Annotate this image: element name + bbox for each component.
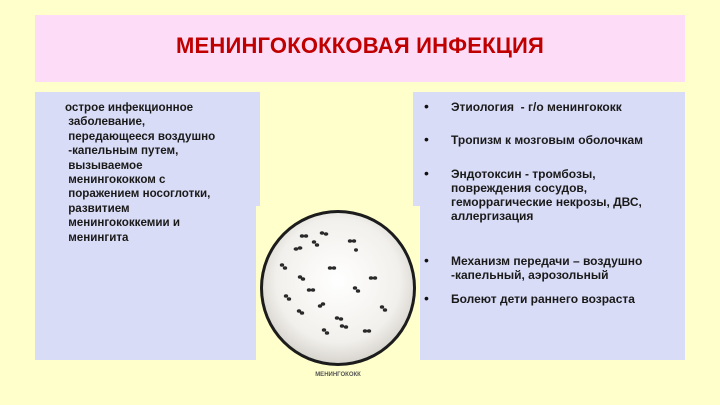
fact-text: Тропизм к мозговым оболочкам	[451, 133, 644, 147]
bullet-icon: •	[424, 252, 429, 268]
title-box	[35, 15, 685, 82]
slide-title: МЕНИНГОКОККОВАЯ ИНФЕКЦИЯ	[175, 33, 545, 58]
fact-text: Механизм передачи – воздушно -капельный, аэрозольный	[451, 254, 643, 282]
micrograph-image	[256, 206, 420, 396]
definition-text: острое инфекционное заболевание, передающееся воздушно -капельным путем, вызываемое менингококком с поражением носоглотки, развитием менингококкемии и менингита	[65, 101, 216, 244]
bullet-icon: •	[424, 131, 429, 147]
fact-text: Болеют дети раннего возраста	[451, 292, 635, 306]
micrograph-svg	[256, 206, 420, 396]
micrograph-caption: МЕНИНГОКОКК	[315, 372, 361, 378]
fact-text: Эндотоксин - тромбозы, повреждения сосудов, геморрагические некрозы, ДВС, аллергизация	[451, 167, 642, 223]
facts-box	[413, 92, 685, 360]
definition-box	[35, 92, 260, 360]
bullet-icon: •	[424, 165, 429, 181]
bullet-icon: •	[424, 98, 429, 114]
fact-text: Этиология - г/о менингококк	[451, 100, 622, 114]
bullet-icon: •	[424, 290, 429, 306]
microscope-field	[263, 213, 413, 363]
